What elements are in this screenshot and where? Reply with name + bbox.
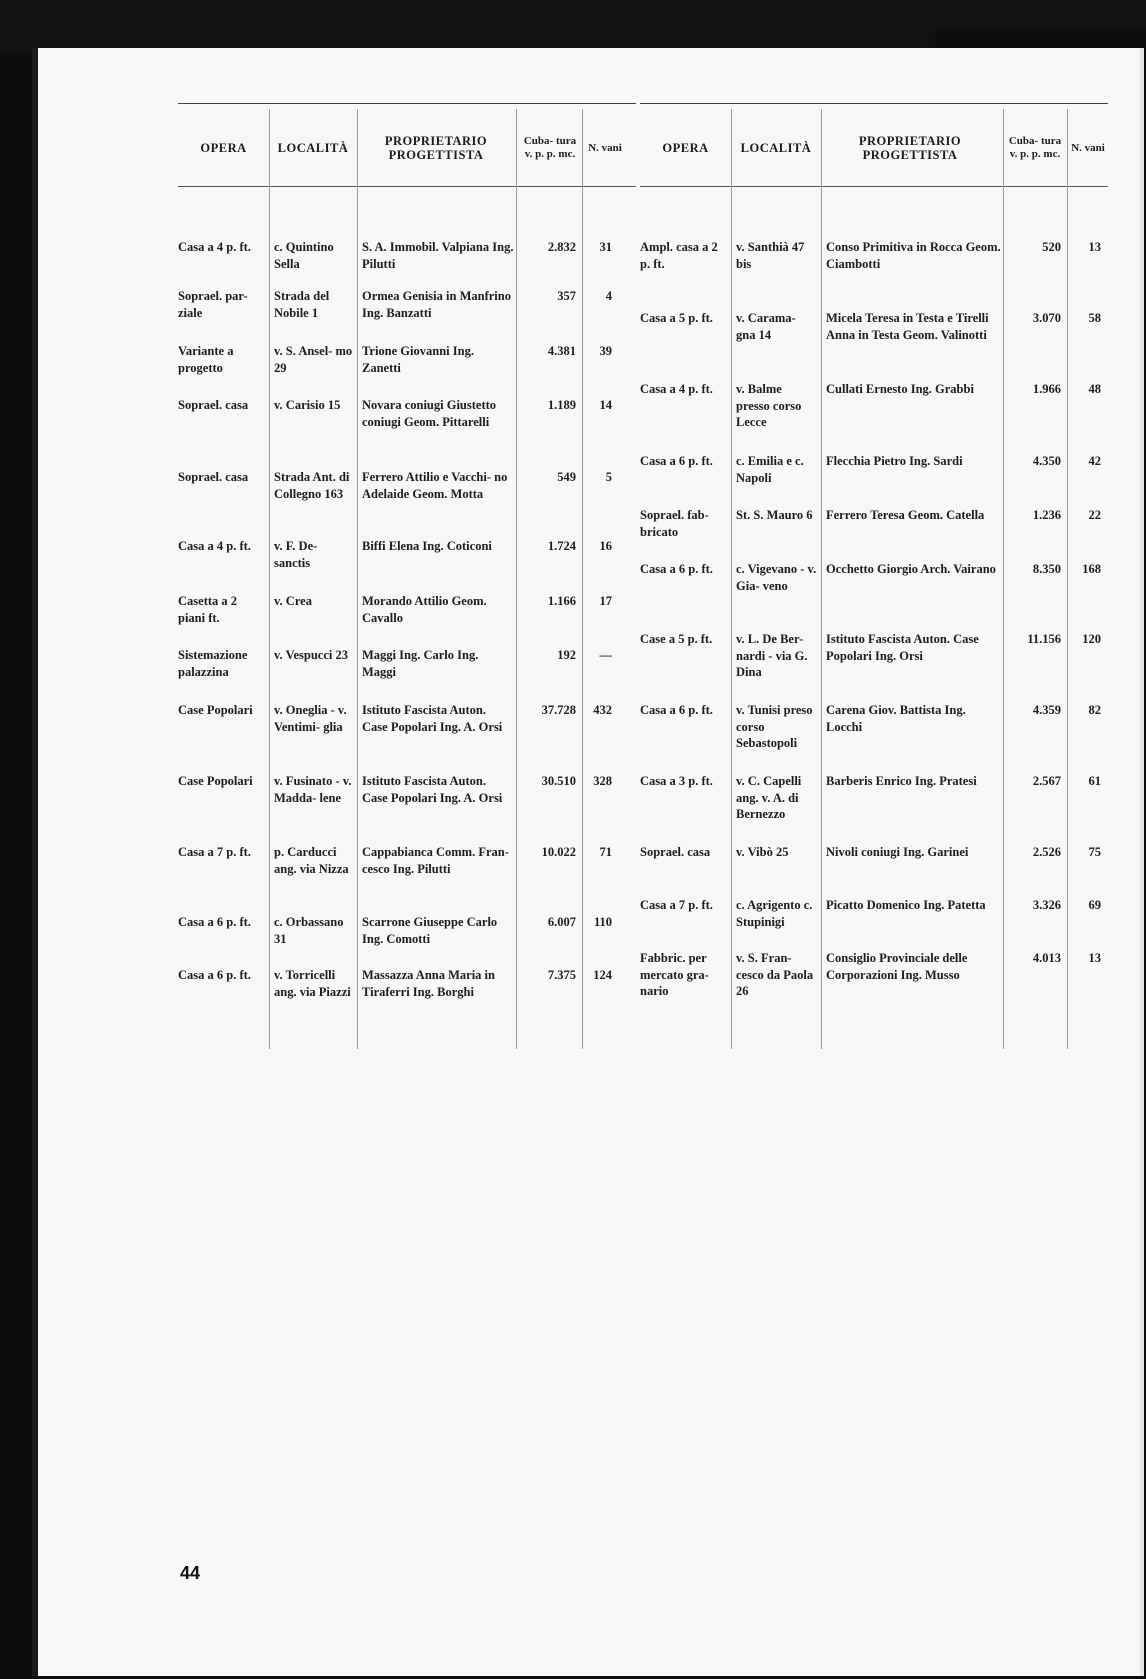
cell-vani: 42 — [1088, 454, 1101, 468]
cell-proprietario: Istituto Fascista Auton. Case Popolari Ing. Orsi — [826, 632, 979, 663]
cell-vani: 13 — [1088, 240, 1101, 254]
cell-localita: v. C. Capelli ang. v. A. di Bernezzo — [736, 774, 802, 821]
cell-cubatura: 11.156 — [1027, 632, 1061, 646]
column-divider — [357, 109, 358, 1049]
cell-opera: Casa a 7 p. ft. — [640, 898, 713, 912]
header-rule-top — [640, 103, 1108, 104]
cell-localita: St. S. Mauro 6 — [736, 508, 813, 522]
cell-cubatura: 3.070 — [1032, 311, 1061, 325]
column-divider — [731, 109, 732, 1049]
cell-localita: Strada Ant. di Collegno 163 — [274, 470, 350, 501]
header-vani: N. vani — [588, 141, 622, 154]
page-number: 44 — [180, 1563, 201, 1583]
cell-opera: Casa a 6 p. ft. — [640, 562, 713, 576]
header-localita: LOCALITÀ — [740, 141, 812, 155]
cell-localita: v. Santhià 47 bis — [736, 240, 805, 271]
cell-opera: Casa a 7 p. ft. — [178, 845, 251, 859]
cell-vani: 69 — [1088, 898, 1101, 912]
header-proprietario: PROPRIETARIO PROGETTISTA — [858, 134, 962, 162]
cell-vani: 48 — [1088, 382, 1101, 396]
cell-cubatura: 1.166 — [547, 594, 576, 608]
cell-cubatura: 1.966 — [1032, 382, 1061, 396]
cell-cubatura: 357 — [557, 289, 576, 303]
cell-cubatura: 4.013 — [1032, 951, 1061, 965]
cell-proprietario: Barberis Enrico Ing. Pratesi — [826, 774, 977, 788]
cell-cubatura: 3.326 — [1032, 898, 1061, 912]
cell-localita: c. Agrigento c. Stupinigi — [736, 898, 813, 929]
cell-opera: Casa a 6 p. ft. — [640, 454, 713, 468]
header-rule-top — [178, 103, 636, 104]
cell-cubatura: 10.022 — [541, 845, 576, 859]
cell-opera: Soprael. casa — [178, 470, 249, 484]
cell-opera: Fabbric. per mercato gra- nario — [640, 951, 709, 998]
cell-cubatura: 4.359 — [1032, 703, 1061, 717]
cell-vani: 5 — [605, 470, 612, 484]
cell-opera: Casa a 4 p. ft. — [178, 539, 251, 553]
cell-cubatura: 30.510 — [541, 774, 576, 788]
cell-vani: 16 — [599, 539, 612, 553]
cell-vani: 13 — [1088, 951, 1101, 965]
column-divider — [269, 109, 270, 1049]
cell-localita: v. L. De Ber- nardi - via G. Dina — [736, 632, 808, 679]
cell-cubatura: 2.526 — [1032, 845, 1061, 859]
cell-proprietario: Cappabianca Comm. Fran- cesco Ing. Pilutti — [362, 845, 509, 876]
cell-vani: 168 — [1082, 562, 1101, 576]
cell-localita: c. Quintino Sella — [274, 240, 334, 271]
cell-opera: Casa a 6 p. ft. — [178, 915, 251, 929]
cell-proprietario: Maggi Ing. Carlo Ing. Maggi — [362, 648, 479, 679]
cell-vani: 17 — [599, 594, 612, 608]
cell-localita: c. Orbassano 31 — [274, 915, 344, 946]
cell-localita: v. Balme presso corso Lecce — [736, 382, 802, 429]
cell-localita: v. F. De- sanctis — [274, 539, 318, 570]
cell-localita: v. Torricelli ang. via Piazzi — [274, 968, 351, 999]
cell-vani: 31 — [599, 240, 612, 254]
cell-proprietario: Istituto Fascista Auton. Case Popolari Ing. A. Orsi — [362, 774, 503, 805]
cell-localita: v. Carisio 15 — [274, 398, 341, 412]
cell-vani: 110 — [593, 915, 612, 929]
cell-localita: v. Vibò 25 — [736, 845, 789, 859]
cell-cubatura: 2.567 — [1032, 774, 1061, 788]
cell-localita: v. Fusinato - v. Madda- lene — [274, 774, 352, 805]
cell-opera: Variante a progetto — [178, 344, 234, 375]
cell-cubatura: 4.350 — [1032, 454, 1061, 468]
cell-localita: v. Carama- gna 14 — [736, 311, 796, 342]
cell-localita: p. Carducci ang. via Nizza — [274, 845, 349, 876]
cell-proprietario: Ormea Genisia in Manfrino Ing. Banzatti — [362, 289, 511, 320]
cell-proprietario: Flecchia Pietro Ing. Sardi — [826, 454, 963, 468]
cell-opera: Case Popolari — [178, 774, 253, 788]
cell-opera: Casa a 6 p. ft. — [178, 968, 251, 982]
cell-opera: Case a 5 p. ft. — [640, 632, 713, 646]
cell-proprietario: Scarrone Giuseppe Carlo Ing. Comotti — [362, 915, 498, 946]
cell-localita: v. Tunisi preso corso Sebastopoli — [736, 703, 813, 750]
cell-vani: 124 — [593, 968, 612, 982]
cell-opera: Case Popolari — [178, 703, 253, 717]
cell-proprietario: Picatto Domenico Ing. Patetta — [826, 898, 986, 912]
cell-proprietario: Micela Teresa in Testa e Tirelli Anna in Testa Geom. Valinotti — [826, 311, 989, 342]
cell-proprietario: Morando Attilio Geom. Cavallo — [362, 594, 487, 625]
column-divider — [516, 109, 517, 1049]
cell-vani: 120 — [1082, 632, 1101, 646]
cell-opera: Casa a 4 p. ft. — [640, 382, 713, 396]
cell-opera: Casetta a 2 piani ft. — [178, 594, 238, 625]
cell-opera: Soprael. casa — [178, 398, 249, 412]
page-edge — [1140, 48, 1144, 1676]
cell-cubatura: 520 — [1042, 240, 1061, 254]
cell-vani: 82 — [1088, 703, 1101, 717]
header-cubatura: Cuba- tura v. p. p. mc. — [1008, 135, 1062, 160]
cell-localita: c. Emilia e c. Napoli — [736, 454, 804, 485]
cell-proprietario: Trione Giovanni Ing. Zanetti — [362, 344, 474, 375]
cell-opera: Soprael. fab- bricato — [640, 508, 709, 539]
cell-cubatura: 1.189 — [547, 398, 576, 412]
cell-cubatura: 4.381 — [547, 344, 576, 358]
cell-proprietario: Carena Giov. Battista Ing. Locchi — [826, 703, 966, 734]
cell-cubatura: 7.375 — [547, 968, 576, 982]
cell-proprietario: Biffi Elena Ing. Coticoni — [362, 539, 492, 553]
cell-vani: 61 — [1088, 774, 1101, 788]
cell-vani: 71 — [599, 845, 612, 859]
header-vani: N. vani — [1071, 141, 1105, 154]
cell-vani: 4 — [605, 289, 612, 303]
cell-proprietario: Conso Primitiva in Rocca Geom. Ciambotti — [826, 240, 1001, 271]
cell-cubatura: 1.236 — [1032, 508, 1061, 522]
cell-proprietario: Cullati Ernesto Ing. Grabbi — [826, 382, 974, 396]
cell-proprietario: Consiglio Provinciale delle Corporazioni Ing. Musso — [826, 951, 968, 982]
cell-vani: 328 — [593, 774, 612, 788]
cell-vani: 14 — [599, 398, 612, 412]
cell-opera: Casa a 3 p. ft. — [640, 774, 713, 788]
cell-proprietario: Occhetto Giorgio Arch. Vairano — [826, 562, 996, 576]
header-cubatura: Cuba- tura v. p. p. mc. — [523, 135, 577, 160]
cell-vani: 22 — [1088, 508, 1101, 522]
cell-vani: 432 — [593, 703, 612, 717]
cell-proprietario: S. A. Immobil. Valpiana Ing. Pilutti — [362, 240, 514, 271]
cell-proprietario: Istituto Fascista Auton. Case Popolari Ing. A. Orsi — [362, 703, 503, 734]
cell-cubatura: 549 — [557, 470, 576, 484]
header-localita: LOCALITÀ — [277, 141, 349, 155]
cell-cubatura: 192 — [557, 648, 576, 662]
cell-cubatura: 37.728 — [541, 703, 576, 717]
cell-opera: Casa a 5 p. ft. — [640, 311, 713, 325]
cell-opera: Sistemazione palazzina — [178, 648, 248, 679]
header-rule-bottom — [640, 186, 1108, 187]
cell-localita: c. Vigevano - v. Gia- veno — [736, 562, 817, 593]
cell-cubatura: 2.832 — [547, 240, 576, 254]
cell-cubatura: 8.350 — [1032, 562, 1061, 576]
cell-localita: Strada del Nobile 1 — [274, 289, 330, 320]
cell-vani: 75 — [1088, 845, 1101, 859]
cell-proprietario: Ferrero Attilio e Vacchi- no Adelaide Geom. Motta — [362, 470, 508, 501]
cell-proprietario: Ferrero Teresa Geom. Catella — [826, 508, 985, 522]
cell-vani: 39 — [599, 344, 612, 358]
header-rule-bottom — [178, 186, 636, 187]
header-opera: OPERA — [662, 141, 709, 155]
cell-opera: Casa a 6 p. ft. — [640, 703, 713, 717]
cell-cubatura: 6.007 — [547, 915, 576, 929]
cell-localita: v. Oneglia - v. Ventimi- glia — [274, 703, 347, 734]
cell-opera: Casa a 4 p. ft. — [178, 240, 251, 254]
column-divider — [821, 109, 822, 1049]
header-proprietario: PROPRIETARIO PROGETTISTA — [384, 134, 488, 162]
cell-localita: v. Crea — [274, 594, 312, 608]
cell-opera: Soprael. casa — [640, 845, 711, 859]
cell-opera: Ampl. casa a 2 p. ft. — [640, 240, 718, 271]
cell-proprietario: Novara coniugi Giustetto coniugi Geom. Pittarelli — [362, 398, 497, 429]
cell-localita: v. S. Fran- cesco da Paola 26 — [736, 951, 814, 998]
cell-localita: v. S. Ansel- mo 29 — [274, 344, 353, 375]
header-opera: OPERA — [200, 141, 247, 155]
cell-proprietario: Nivoli coniugi Ing. Garinei — [826, 845, 969, 859]
cell-vani: 58 — [1088, 311, 1101, 325]
cell-localita: v. Vespucci 23 — [274, 648, 348, 662]
cell-cubatura: 1.724 — [547, 539, 576, 553]
cell-vani: — — [599, 648, 612, 662]
cell-opera: Soprael. par- ziale — [178, 289, 248, 320]
cell-proprietario: Massazza Anna Maria in Tiraferri Ing. Borghi — [362, 968, 495, 999]
